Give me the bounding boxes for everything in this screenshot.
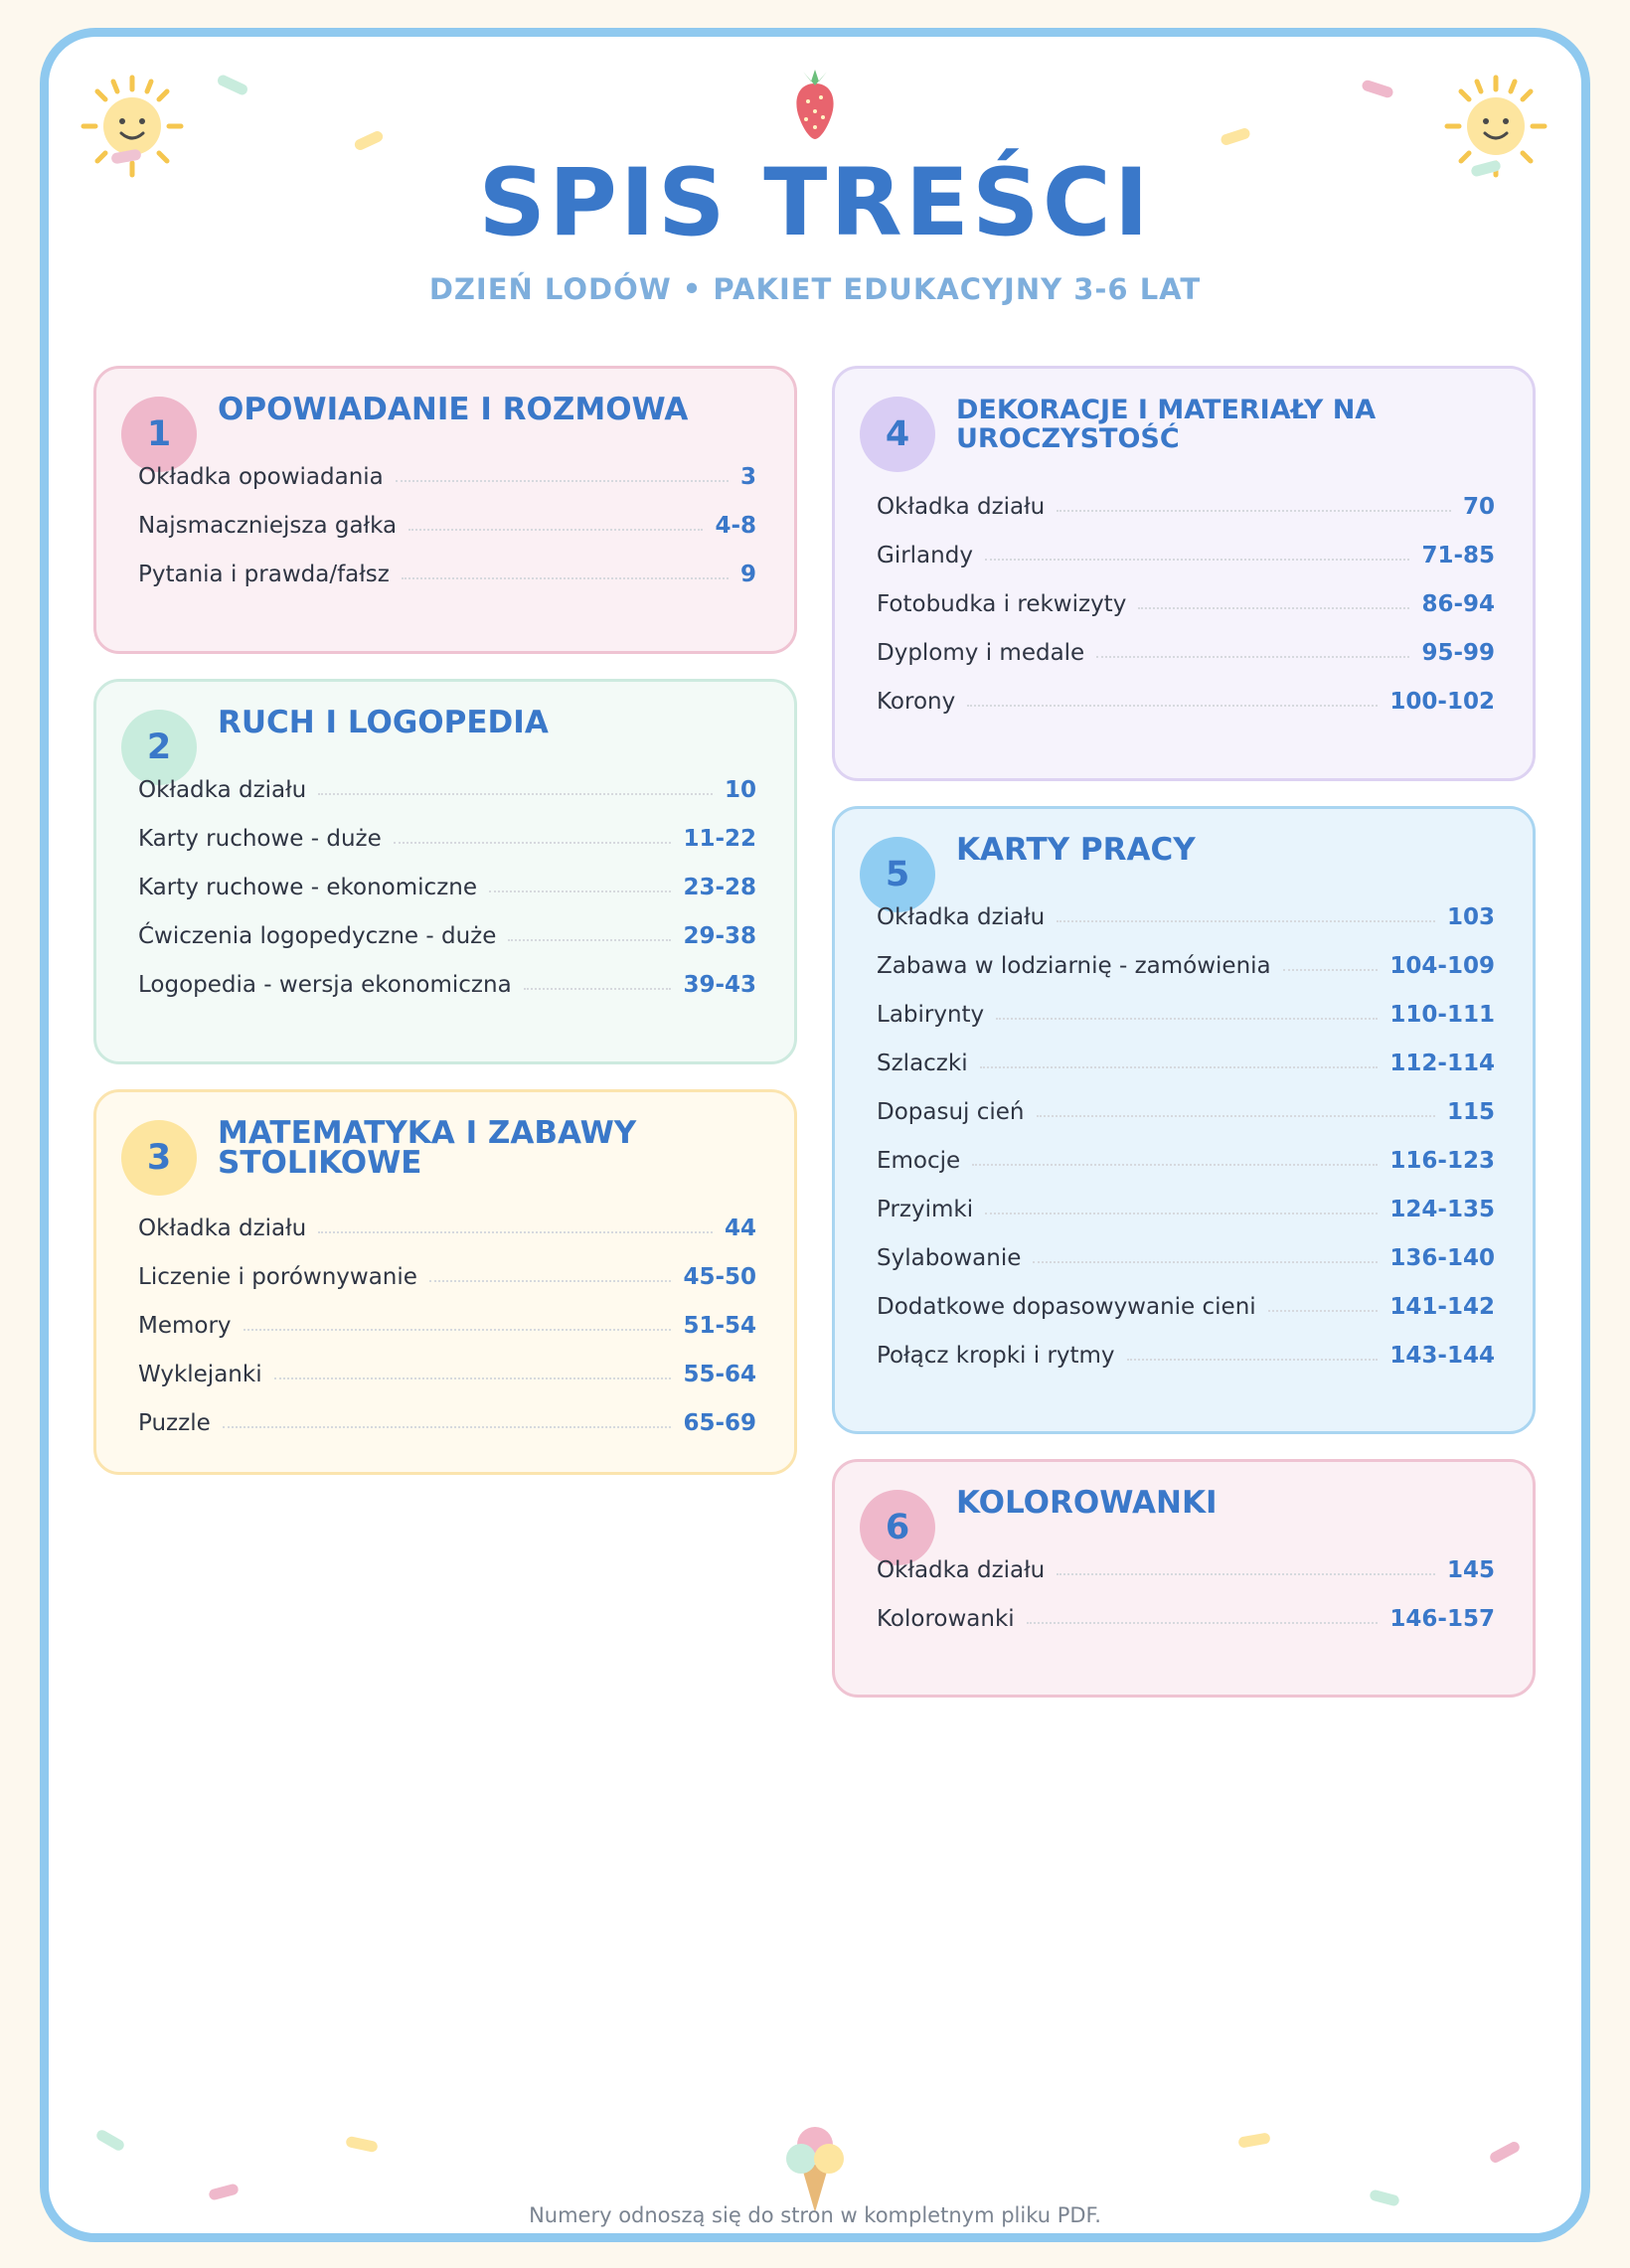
dot-leader [429, 1280, 672, 1282]
section-card-4 [832, 366, 1536, 781]
section-number-badge: 1 [121, 397, 197, 472]
dot-leader [1033, 1261, 1378, 1263]
toc-entry-label: Puzzle [138, 1409, 211, 1436]
toc-entry[interactable] [138, 814, 756, 863]
section-number-badge: 5 [860, 837, 935, 912]
toc-entry-pages: 11-22 [683, 825, 756, 852]
toc-entry-pages: 86-94 [1421, 590, 1495, 617]
toc-entry-pages: 45-50 [683, 1263, 756, 1290]
section-title-line: DEKORACJE I MATERIAŁY NA [956, 395, 1377, 425]
toc-entry-label: Kolorowanki [877, 1605, 1015, 1632]
dot-leader [1027, 1622, 1379, 1624]
dot-leader [396, 480, 729, 482]
toc-entry[interactable] [877, 1594, 1495, 1643]
toc-entry[interactable] [138, 501, 756, 550]
dot-leader [223, 1426, 672, 1428]
strawberry-icon [791, 68, 839, 143]
toc-entry-label: Fotobudka i rekwizyty [877, 590, 1127, 617]
toc-entry[interactable] [138, 1252, 756, 1301]
toc-entry[interactable] [877, 628, 1495, 677]
section-number-badge: 3 [121, 1120, 197, 1196]
toc-entry-pages: 71-85 [1421, 542, 1495, 568]
toc-entry-label: Karty ruchowe - duże [138, 825, 382, 852]
toc-entry-pages: 112-114 [1389, 1050, 1495, 1076]
toc-entry[interactable] [877, 1331, 1495, 1379]
toc-entry-label: Okładka działu [877, 1556, 1046, 1583]
ice-cream-cone-icon [779, 2123, 851, 2214]
toc-entry-label: Labirynty [877, 1001, 985, 1028]
dot-leader [1096, 656, 1409, 658]
section-title [218, 1115, 774, 1181]
section-card-1 [93, 366, 797, 654]
toc-entry-label: Okładka opowiadania [138, 463, 384, 490]
toc-entry-pages: 141-142 [1389, 1293, 1495, 1320]
section-title-line: STOLIKOWE [218, 1145, 422, 1181]
section-card-6 [832, 1459, 1536, 1698]
toc-entry[interactable] [877, 1545, 1495, 1594]
section-card-3 [93, 1089, 797, 1475]
section-number-badge: 2 [121, 710, 197, 785]
section-title-line: MATEMATYKA I ZABAWY [218, 1115, 637, 1151]
toc-entry-label: Połącz kropki i rytmy [877, 1342, 1115, 1369]
toc-entry[interactable] [877, 990, 1495, 1039]
toc-entry[interactable] [877, 1282, 1495, 1331]
toc-entry-label: Okładka działu [138, 776, 307, 803]
toc-entry-label: Girlandy [877, 542, 973, 568]
toc-entry[interactable] [877, 531, 1495, 579]
dot-leader [1138, 607, 1409, 609]
toc-entry-pages: 3 [739, 463, 756, 490]
section-title-line: UROCZYSTOŚĆ [956, 423, 1180, 454]
dot-leader [508, 939, 671, 941]
dot-leader [985, 559, 1409, 561]
toc-entry-label: Memory [138, 1312, 232, 1339]
toc-entry-pages: 55-64 [683, 1361, 756, 1387]
toc-entry-label: Sylabowanie [877, 1244, 1022, 1271]
section-title: OPOWIADANIE I ROZMOWA [218, 392, 689, 427]
dot-leader [1057, 920, 1435, 922]
toc-entry-label: Dodatkowe dopasowywanie cieni [877, 1293, 1256, 1320]
dot-leader [244, 1329, 672, 1331]
toc-entry[interactable] [877, 579, 1495, 628]
toc-entry-pages: 95-99 [1421, 639, 1495, 666]
toc-entry-pages: 136-140 [1389, 1244, 1495, 1271]
toc-entry-label: Okładka działu [138, 1215, 307, 1241]
toc-list [138, 1204, 756, 1447]
toc-entry[interactable] [138, 911, 756, 960]
toc-entry-label: Szlaczki [877, 1050, 968, 1076]
section-title [956, 396, 1513, 453]
toc-entry-pages: 10 [724, 776, 756, 803]
toc-entry[interactable] [877, 1039, 1495, 1087]
dot-leader [489, 891, 671, 892]
section-number-badge: 6 [860, 1490, 935, 1565]
toc-entry-label: Pytania i prawda/fałsz [138, 561, 390, 587]
toc-entry[interactable] [138, 1398, 756, 1447]
toc-entry[interactable] [877, 1185, 1495, 1233]
section-title: RUCH I LOGOPEDIA [218, 705, 549, 740]
toc-entry-label: Dyplomy i medale [877, 639, 1085, 666]
toc-entry[interactable] [138, 452, 756, 501]
section-card-5 [832, 806, 1536, 1434]
page-title: SPIS TREŚCI [478, 149, 1152, 257]
dot-leader [274, 1377, 672, 1379]
dot-leader [1283, 969, 1379, 971]
section-card-2 [93, 679, 797, 1064]
dot-leader [1057, 510, 1451, 512]
toc-list [138, 452, 756, 598]
section-title: KARTY PRACY [956, 832, 1196, 868]
toc-entry-pages: 100-102 [1389, 688, 1495, 715]
toc-entry[interactable] [877, 677, 1495, 726]
toc-entry-label: Dopasuj cień [877, 1098, 1025, 1125]
toc-entry-label: Zabawa w lodziarnię - zamówienia [877, 952, 1271, 979]
footer-note: Numery odnoszą się do stron w kompletnym pliku PDF. [529, 2203, 1101, 2227]
dot-leader [408, 529, 703, 531]
dot-leader [524, 988, 672, 990]
dot-leader [318, 1231, 713, 1233]
toc-entry[interactable] [138, 863, 756, 911]
toc-list [877, 482, 1495, 726]
dot-leader [1268, 1310, 1379, 1312]
toc-list [877, 1545, 1495, 1643]
toc-entry[interactable] [138, 550, 756, 598]
toc-entry[interactable] [138, 1204, 756, 1252]
toc-entry-label: Przyimki [877, 1196, 974, 1222]
toc-entry-pages: 143-144 [1389, 1342, 1495, 1369]
toc-entry-pages: 44 [724, 1215, 756, 1241]
toc-entry-pages: 115 [1446, 1098, 1495, 1125]
toc-entry-label: Emocje [877, 1147, 961, 1174]
dot-leader [980, 1066, 1379, 1068]
dot-leader [1127, 1359, 1379, 1361]
section-number-badge: 4 [860, 397, 935, 472]
toc-entry[interactable] [877, 1233, 1495, 1282]
toc-entry-pages: 39-43 [683, 971, 756, 998]
toc-entry-pages: 70 [1462, 493, 1495, 520]
toc-entry-label: Okładka działu [877, 493, 1046, 520]
toc-entry[interactable] [138, 765, 756, 814]
dot-leader [402, 577, 729, 579]
dot-leader [985, 1213, 1378, 1215]
toc-entry-label: Najsmaczniejsza gałka [138, 512, 398, 539]
toc-entry-label: Logopedia - wersja ekonomiczna [138, 971, 512, 998]
dot-leader [1037, 1115, 1435, 1117]
toc-entry[interactable] [877, 941, 1495, 990]
toc-entry-pages: 103 [1446, 903, 1495, 930]
dot-leader [967, 705, 1378, 707]
dot-leader [318, 793, 713, 795]
toc-entry-label: Wyklejanki [138, 1361, 262, 1387]
toc-entry[interactable] [138, 1350, 756, 1398]
section-title: KOLOROWANKI [956, 1485, 1218, 1521]
dot-leader [394, 842, 672, 844]
toc-entry[interactable] [138, 960, 756, 1009]
toc-entry-pages: 51-54 [683, 1312, 756, 1339]
toc-entry-pages: 23-28 [683, 874, 756, 900]
dot-leader [996, 1018, 1378, 1020]
toc-entry-pages: 145 [1446, 1556, 1495, 1583]
toc-entry[interactable] [138, 1301, 756, 1350]
toc-entry-pages: 124-135 [1389, 1196, 1495, 1222]
toc-entry-pages: 146-157 [1389, 1605, 1495, 1632]
toc-entry-pages: 29-38 [683, 922, 756, 949]
toc-entry[interactable] [877, 1136, 1495, 1185]
toc-entry-label: Okładka działu [877, 903, 1046, 930]
toc-list [877, 892, 1495, 1379]
toc-entry-pages: 65-69 [683, 1409, 756, 1436]
toc-entry[interactable] [877, 482, 1495, 531]
toc-entry-pages: 110-111 [1389, 1001, 1495, 1028]
toc-entry-label: Korony [877, 688, 956, 715]
toc-entry-label: Liczenie i porównywanie [138, 1263, 417, 1290]
toc-list [138, 765, 756, 1009]
page-subtitle: DZIEŃ LODÓW • PAKIET EDUKACYJNY 3-6 LAT [428, 272, 1202, 306]
toc-entry-pages: 4-8 [715, 512, 756, 539]
toc-entry-pages: 9 [739, 561, 756, 587]
toc-entry-label: Karty ruchowe - ekonomiczne [138, 874, 477, 900]
toc-entry[interactable] [877, 1087, 1495, 1136]
dot-leader [1057, 1573, 1435, 1575]
dot-leader [972, 1164, 1378, 1166]
toc-entry-pages: 116-123 [1389, 1147, 1495, 1174]
toc-entry[interactable] [877, 892, 1495, 941]
toc-entry-label: Ćwiczenia logopedyczne - duże [138, 922, 497, 949]
toc-entry-pages: 104-109 [1389, 952, 1495, 979]
